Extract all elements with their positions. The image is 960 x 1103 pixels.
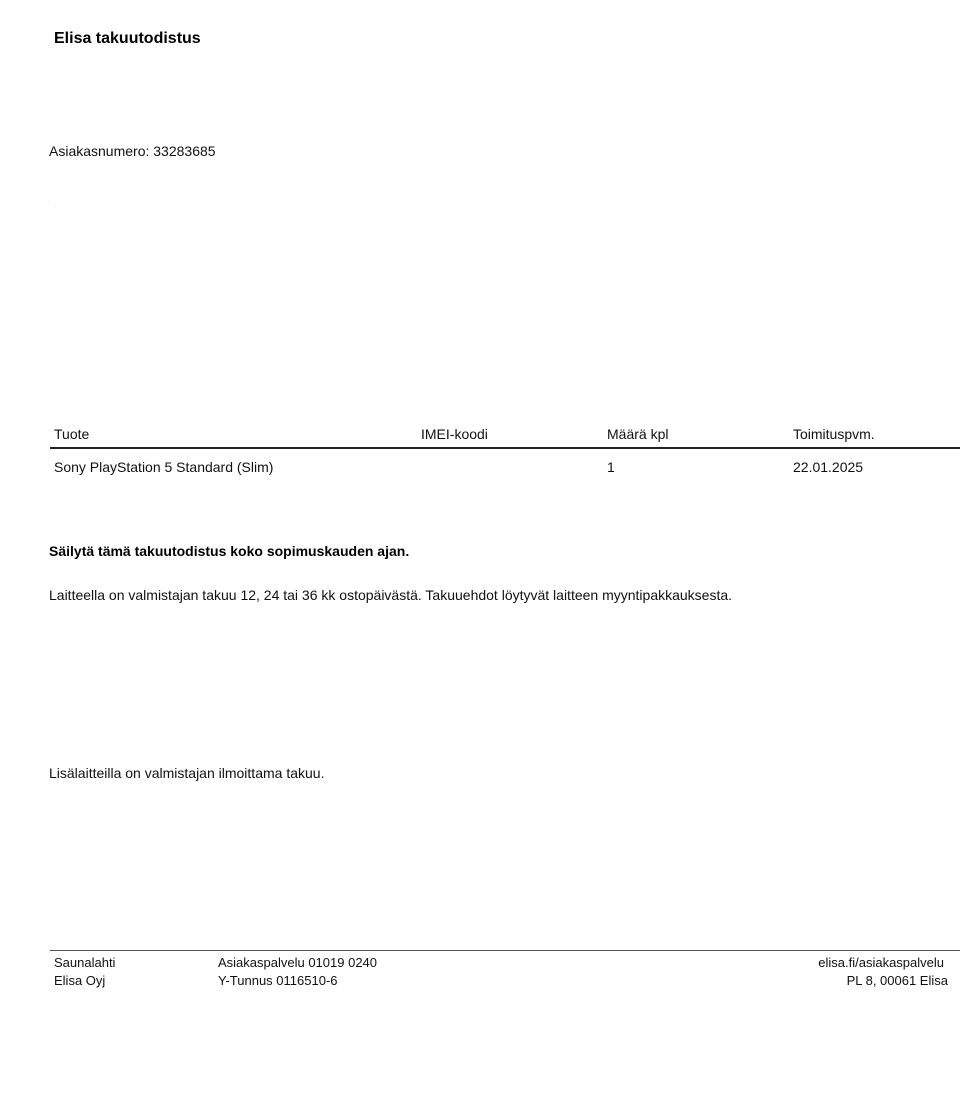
header-delivery-date: Toimituspvm. (793, 426, 875, 442)
footer-company: Elisa Oyj (54, 973, 106, 988)
header-quantity: Määrä kpl (607, 426, 669, 442)
keep-certificate-notice: Säilytä tämä takuutodistus koko sopimuskauden ajan. (49, 543, 410, 559)
product-table-header (0, 426, 960, 446)
accessories-warranty-info: Lisälaitteilla on valmistajan ilmoittama takuu. (49, 765, 325, 781)
table-row (0, 459, 960, 479)
customer-number: Asiakasnumero: 33283685 (49, 143, 216, 159)
footer-customer-service: Asiakaspalvelu 01019 0240 (218, 955, 378, 970)
stray-mark: . (48, 198, 50, 204)
footer-postal-address: PL 8, 00061 Elisa (846, 973, 948, 988)
header-imei: IMEI-koodi (421, 426, 488, 442)
footer-business-id: Y-Tunnus 0116510-6 (218, 973, 338, 988)
cell-delivery-date: 22.01.2025 (793, 459, 864, 475)
footer-website: elisa.fi/asiakaspalvelu (818, 955, 944, 970)
warranty-info: Laitteella on valmistajan takuu 12, 24 tai 36 kk ostopäivästä. Takuuehdot löytyvät laitteen myyntipakkauksesta. (49, 587, 733, 603)
cell-product: Sony PlayStation 5 Standard (Slim) (54, 459, 274, 475)
header-product: Tuote (54, 426, 90, 442)
table-header-divider (50, 447, 960, 449)
cell-quantity: 1 (607, 459, 615, 475)
footer-divider (50, 950, 960, 951)
footer-brand: Saunalahti (54, 955, 116, 970)
document-title: Elisa takuutodistus (54, 30, 201, 47)
